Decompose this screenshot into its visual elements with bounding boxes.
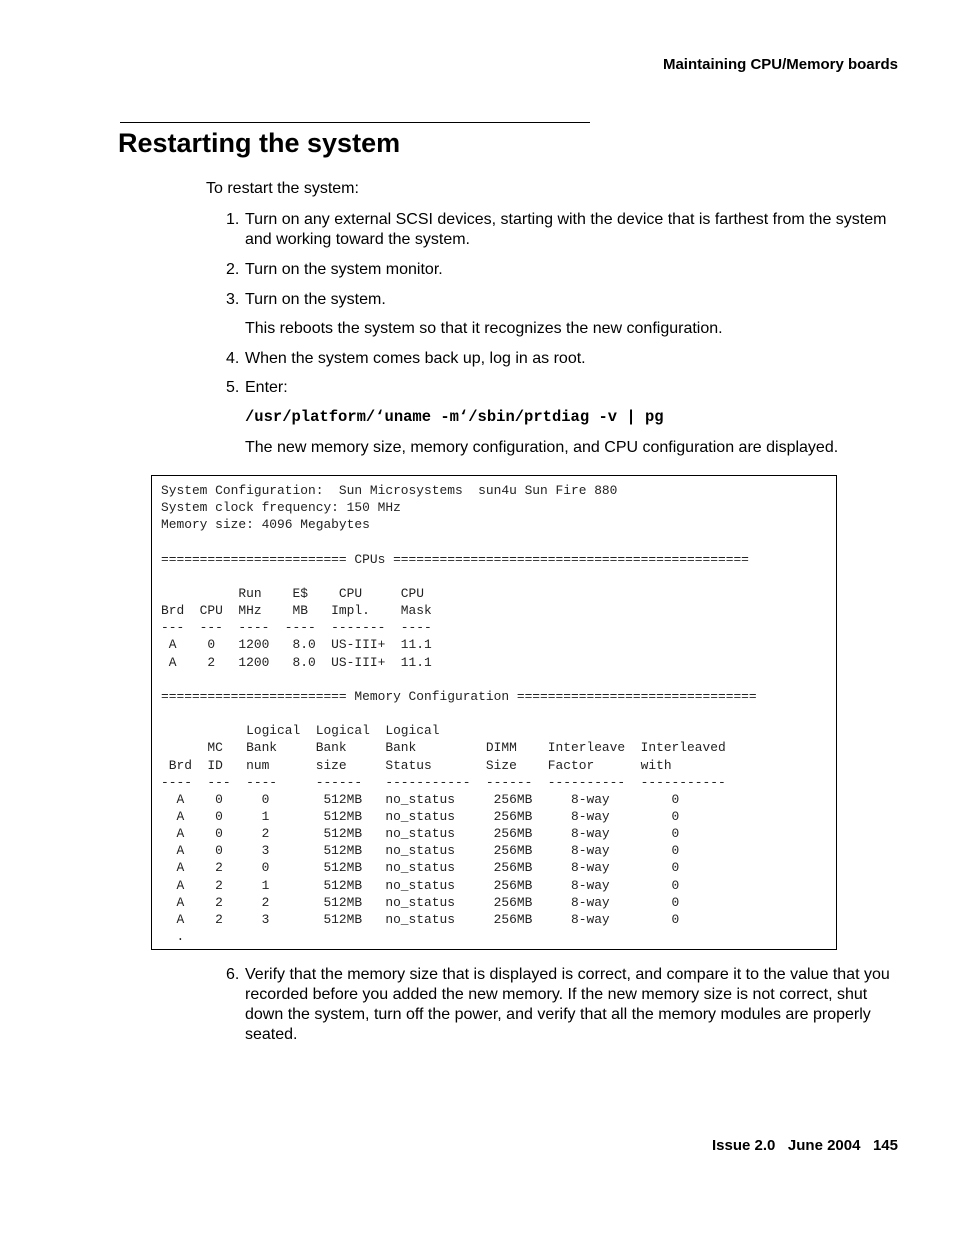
step-text: Verify that the memory size that is displayed is correct, and compare it to the value that you recorded before you added the new memory. If the new memory size is not correct, shut down the system, turn off the power, and verify that all the memory modules are properly seated.: [245, 966, 890, 1043]
step-text: When the system comes back up, log in as root.: [245, 350, 586, 367]
footer-issue: Issue 2.0: [712, 1137, 776, 1154]
prtdiag-output: System Configuration: Sun Microsystems sun4u Sun Fire 880 System clock frequency: 150 MHz Memory size: 4096 Megabytes ======================== CPUs ============================================== Run E$ CPU CPU Brd CPU MHz MB Impl. Mask --- --- ---- ---- ------- ---- A 0 1200 8.0 US-III+ 11.1 A 2 1200 8.0 US-III+ 11.1 ======================== Memory Configuration =============================== Logical Logical Logical MC Bank Bank Bank DIMM Interleave Interleaved Brd ID num size Status Size Factor with ---- --- ---- ------ ----------- ------ ---------- ----------- A 0 0 512MB no_status 256MB 8-way 0 A 0 1 512MB no_status 256MB 8-way 0 A 0 2 512MB no_status 256MB 8-way 0 A 0 3 512MB no_status 256MB 8-way 0 A 2 0 512MB no_status 256MB 8-way 0 A 2 1 512MB no_status 256MB 8-way 0 A 2 2 512MB no_status 256MB 8-way 0 A 2 3 512MB no_status 256MB 8-way 0 .: [161, 483, 757, 945]
title-rule: [120, 122, 590, 123]
step-number: 6.: [226, 966, 240, 983]
step-5: [226, 378, 906, 398]
step-number: 4.: [226, 350, 240, 367]
step-text: Turn on the system monitor.: [245, 261, 443, 278]
step-6: [226, 965, 906, 1045]
footer-date: June 2004: [787, 1137, 861, 1154]
page-title: Restarting the system: [118, 128, 401, 158]
intro-text: To restart the system:: [206, 180, 359, 197]
step-text: Turn on any external SCSI devices, starting with the device that is farthest from the system and working toward the system.: [245, 211, 887, 248]
step-5-note: The new memory size, memory configuration, and CPU configuration are displayed.: [245, 439, 839, 456]
page-number: 145: [872, 1137, 898, 1154]
step-text: Enter:: [245, 379, 288, 396]
step-4: [226, 349, 906, 369]
step-3: [226, 290, 906, 310]
step-3-note: This reboots the system so that it recognizes the new configuration.: [245, 320, 723, 337]
step-text: Turn on the system.: [245, 291, 386, 308]
running-header: Maintaining CPU/Memory boards: [662, 56, 898, 73]
step-2: [226, 260, 906, 280]
command-line: /usr/platform/‘uname -m‘/sbin/prtdiag -v | pg: [245, 408, 664, 426]
step-number: 3.: [226, 291, 240, 308]
page-footer: [712, 1137, 898, 1154]
step-1: [226, 210, 906, 250]
prtdiag-output-box: [151, 475, 837, 950]
step-number: 2.: [226, 261, 240, 278]
step-number: 5.: [226, 379, 240, 396]
step-number: 1.: [226, 211, 240, 228]
